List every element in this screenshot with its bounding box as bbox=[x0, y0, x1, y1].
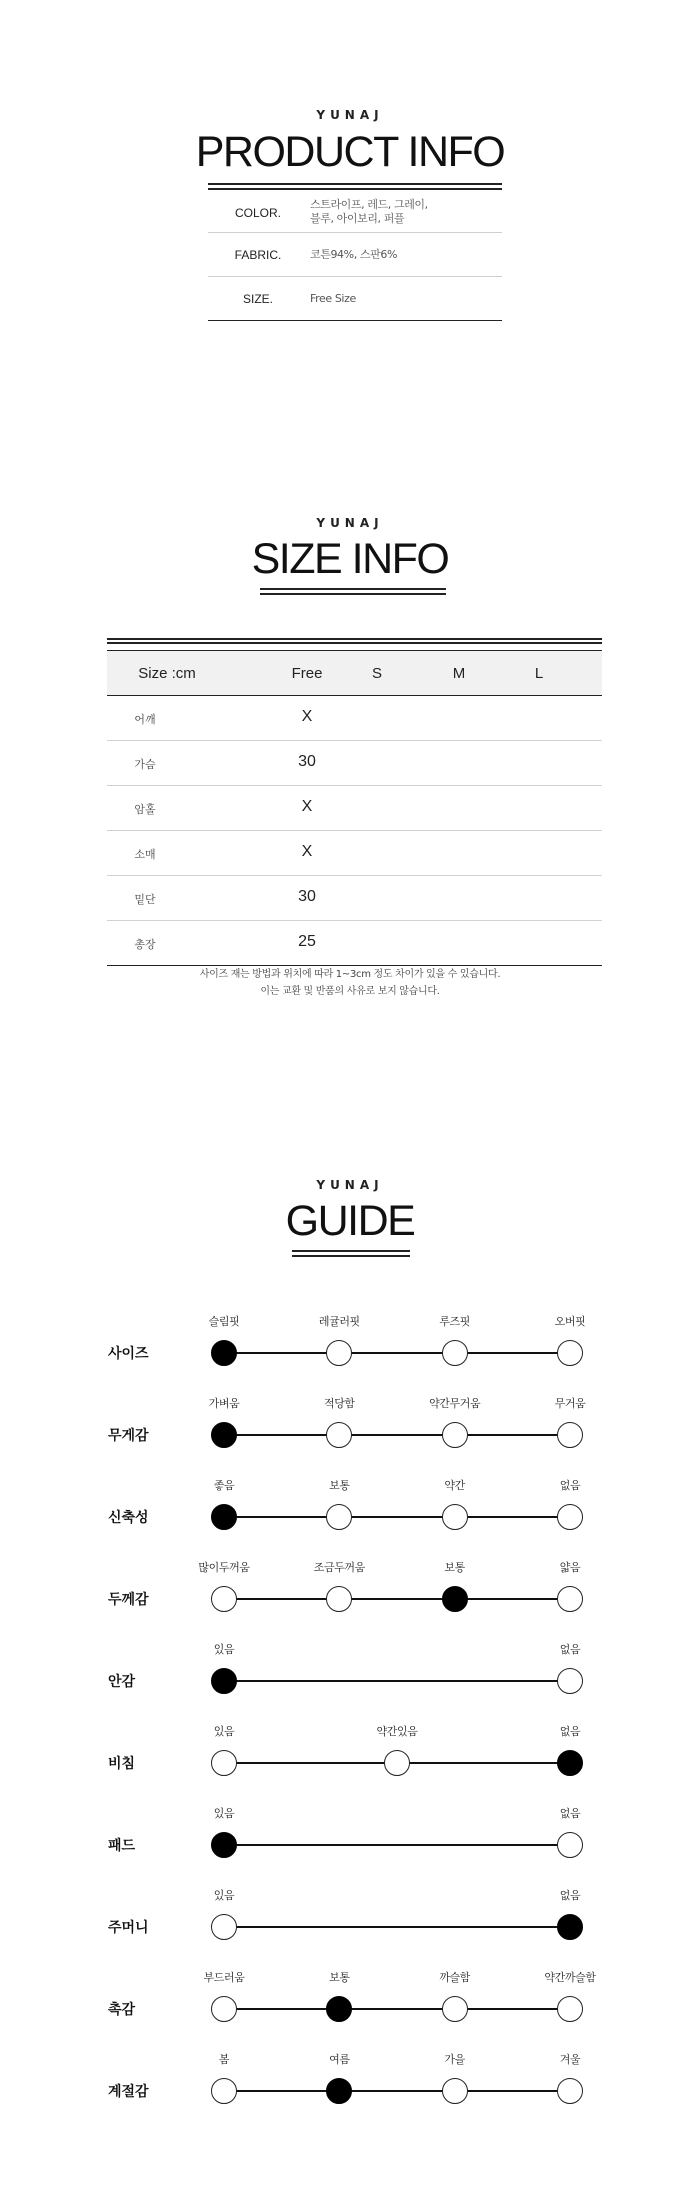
guide-scale-line bbox=[224, 2008, 570, 2010]
fabric-label: FABRIC. bbox=[234, 248, 282, 262]
size-info-title: SIZE INFO bbox=[251, 535, 449, 583]
size-row-name: 소매 bbox=[134, 848, 156, 861]
color-value bbox=[310, 198, 428, 226]
guide-dot bbox=[442, 1340, 468, 1366]
product-info-brand: YUNAJ bbox=[316, 108, 384, 122]
guide-dot bbox=[557, 1668, 583, 1694]
guide-dot bbox=[442, 1996, 468, 2022]
guide-row-label: 안감 bbox=[108, 1674, 136, 1690]
guide-dot bbox=[211, 1750, 237, 1776]
size-table-header bbox=[107, 650, 602, 696]
guide-dot bbox=[326, 1340, 352, 1366]
guide-dot bbox=[326, 1422, 352, 1448]
guide-dot-selected bbox=[211, 1422, 237, 1448]
size-row-shoulder bbox=[107, 696, 602, 741]
guide-dot-selected bbox=[211, 1340, 237, 1366]
guide-dot-selected bbox=[442, 1586, 468, 1612]
guide-dot-selected bbox=[326, 1996, 352, 2022]
header-m: M bbox=[452, 665, 466, 682]
guide-dot-selected bbox=[211, 1504, 237, 1530]
size-row-sleeve bbox=[107, 831, 602, 876]
size-row-armhole bbox=[107, 786, 602, 831]
guide-option-label: 루즈핏 bbox=[439, 1315, 470, 1328]
guide-option-label: 적당함 bbox=[323, 1397, 355, 1410]
guide-dot bbox=[211, 1586, 237, 1612]
guide-option-label: 보통 bbox=[329, 1479, 350, 1492]
guide-option-label: 무거움 bbox=[554, 1397, 586, 1410]
guide-row-label: 촉감 bbox=[108, 2002, 136, 2018]
guide-brand: YUNAJ bbox=[316, 1178, 384, 1192]
guide-dot bbox=[557, 1586, 583, 1612]
guide-row bbox=[0, 1549, 700, 1619]
guide-option-label: 봄 bbox=[218, 2053, 230, 2066]
guide-dot bbox=[384, 1750, 410, 1776]
guide-row bbox=[0, 1795, 700, 1865]
size-row-free-value: 25 bbox=[298, 933, 316, 950]
guide-dot-selected bbox=[211, 1668, 237, 1694]
guide-dot bbox=[557, 1504, 583, 1530]
size-note-line1: 사이즈 재는 방법과 위치에 따라 1~3cm 정도 차이가 있을 수 있습니다. bbox=[199, 969, 501, 980]
guide-scale-line bbox=[224, 1680, 570, 1682]
guide-option-label: 레귤러핏 bbox=[318, 1315, 360, 1328]
guide-dot-selected bbox=[557, 1914, 583, 1940]
guide-option-label: 있음 bbox=[213, 1725, 235, 1738]
size-table-top-rule bbox=[107, 638, 602, 644]
guide-dot bbox=[442, 1504, 468, 1530]
size-row-name: 가슴 bbox=[134, 758, 156, 771]
guide-row bbox=[0, 1877, 700, 1947]
size-info-title-underline bbox=[260, 588, 446, 595]
guide-row bbox=[0, 1713, 700, 1783]
guide-row-label: 비침 bbox=[108, 1756, 136, 1772]
guide-row-label: 계절감 bbox=[108, 2084, 149, 2100]
guide-option-label: 보통 bbox=[444, 1561, 465, 1574]
guide-option-label: 보통 bbox=[329, 1971, 350, 1984]
guide-option-label: 약간 bbox=[444, 1479, 465, 1492]
size-row-free-value: X bbox=[301, 843, 313, 860]
guide-row-label: 사이즈 bbox=[108, 1346, 149, 1362]
guide-option-label: 많이두꺼움 bbox=[198, 1561, 250, 1574]
guide-scale-line bbox=[224, 1434, 570, 1436]
header-s: S bbox=[371, 665, 382, 682]
product-info-row-color bbox=[208, 193, 502, 233]
size-value: Free Size bbox=[310, 292, 356, 305]
size-row-name: 어깨 bbox=[134, 713, 156, 726]
fabric-value: 코튼94%, 스판6% bbox=[310, 248, 397, 261]
guide-scale-line bbox=[224, 1598, 570, 1600]
size-row-hem bbox=[107, 876, 602, 921]
guide-row-label: 신축성 bbox=[108, 1510, 149, 1526]
size-row-name: 총장 bbox=[134, 938, 156, 951]
guide-row-label: 주머니 bbox=[108, 1920, 149, 1936]
guide-option-label: 없음 bbox=[559, 1643, 581, 1656]
guide-option-label: 여름 bbox=[329, 2053, 350, 2066]
size-row-name: 밑단 bbox=[134, 893, 156, 906]
guide-option-label: 없음 bbox=[559, 1807, 581, 1820]
guide-dot bbox=[211, 1914, 237, 1940]
size-row-free-value: X bbox=[301, 708, 313, 725]
color-label: COLOR. bbox=[234, 206, 281, 220]
size-row-chest bbox=[107, 741, 602, 786]
guide-row bbox=[0, 1631, 700, 1701]
header-size-unit: Size :cm bbox=[138, 665, 196, 682]
guide-dot bbox=[211, 2078, 237, 2104]
guide-dot-selected bbox=[326, 2078, 352, 2104]
guide-option-label: 약간있음 bbox=[376, 1725, 418, 1738]
guide-option-label: 얇음 bbox=[559, 1561, 581, 1574]
guide-row bbox=[0, 1467, 700, 1537]
size-label: SIZE. bbox=[242, 292, 273, 306]
guide-option-label: 슬림핏 bbox=[208, 1315, 240, 1328]
guide-option-label: 오버핏 bbox=[554, 1315, 586, 1328]
guide-option-label: 있음 bbox=[213, 1807, 235, 1820]
guide-dot bbox=[557, 2078, 583, 2104]
guide-row-label: 무게감 bbox=[108, 1428, 149, 1444]
guide-dot bbox=[326, 1504, 352, 1530]
guide-title: GUIDE bbox=[285, 1197, 415, 1245]
guide-row-label: 두께감 bbox=[108, 1592, 149, 1608]
guide-title-underline bbox=[292, 1250, 410, 1257]
guide-row bbox=[0, 2041, 700, 2111]
guide-dot bbox=[557, 1340, 583, 1366]
guide-row-label: 패드 bbox=[108, 1838, 136, 1854]
size-info-brand: YUNAJ bbox=[316, 516, 384, 530]
product-info-row-size bbox=[208, 277, 502, 321]
guide-option-label: 약간무거움 bbox=[429, 1397, 481, 1410]
guide-dot bbox=[211, 1996, 237, 2022]
guide-row bbox=[0, 1959, 700, 2029]
guide-dot bbox=[442, 1422, 468, 1448]
guide-option-label: 부드러움 bbox=[203, 1971, 245, 1984]
guide-dot-selected bbox=[557, 1750, 583, 1776]
guide-dot bbox=[442, 2078, 468, 2104]
guide-scale-line bbox=[224, 1844, 570, 1846]
guide-option-label: 없음 bbox=[559, 1479, 581, 1492]
size-row-length bbox=[107, 921, 602, 966]
header-l: L bbox=[534, 665, 544, 682]
guide-dot bbox=[557, 1996, 583, 2022]
guide-option-label: 있음 bbox=[213, 1889, 235, 1902]
guide-option-label: 없음 bbox=[559, 1889, 581, 1902]
header-free: Free bbox=[291, 665, 323, 682]
guide-dot bbox=[326, 1586, 352, 1612]
product-info-row-fabric bbox=[208, 233, 502, 277]
product-info-title: PRODUCT INFO bbox=[195, 128, 505, 176]
size-row-free-value: 30 bbox=[298, 888, 316, 905]
guide-option-label: 조금두꺼움 bbox=[313, 1561, 365, 1574]
guide-option-label: 가을 bbox=[444, 2053, 465, 2066]
guide-scale-line bbox=[224, 1516, 570, 1518]
guide-option-label: 좋음 bbox=[213, 1479, 235, 1492]
color-value-line2: 블루, 아이보리, 퍼플 bbox=[310, 212, 405, 225]
guide-scale-line bbox=[224, 1352, 570, 1354]
size-row-free-value: 30 bbox=[298, 753, 316, 770]
size-note bbox=[0, 966, 700, 1000]
color-value-line1: 스트라이프, 레드, 그레이, bbox=[310, 198, 428, 211]
guide-dot bbox=[557, 1832, 583, 1858]
guide-scale-line bbox=[224, 1926, 570, 1928]
size-note-line2: 이는 교환 및 반품의 사유로 보지 않습니다. bbox=[260, 986, 440, 997]
size-row-free-value: X bbox=[301, 798, 313, 815]
size-row-name: 암홀 bbox=[134, 803, 156, 816]
product-info-title-underline bbox=[208, 183, 502, 190]
guide-row bbox=[0, 1385, 700, 1455]
guide-option-label: 있음 bbox=[213, 1643, 235, 1656]
guide-dot bbox=[557, 1422, 583, 1448]
guide-row bbox=[0, 1303, 700, 1373]
guide-option-label: 약간까슬함 bbox=[544, 1971, 596, 1984]
guide-dot-selected bbox=[211, 1832, 237, 1858]
guide-option-label: 겨울 bbox=[559, 2053, 581, 2066]
guide-option-label: 없음 bbox=[559, 1725, 581, 1738]
guide-scale-line bbox=[224, 2090, 570, 2092]
guide-option-label: 까슬함 bbox=[439, 1971, 470, 1984]
guide-option-label: 가벼움 bbox=[208, 1397, 240, 1410]
